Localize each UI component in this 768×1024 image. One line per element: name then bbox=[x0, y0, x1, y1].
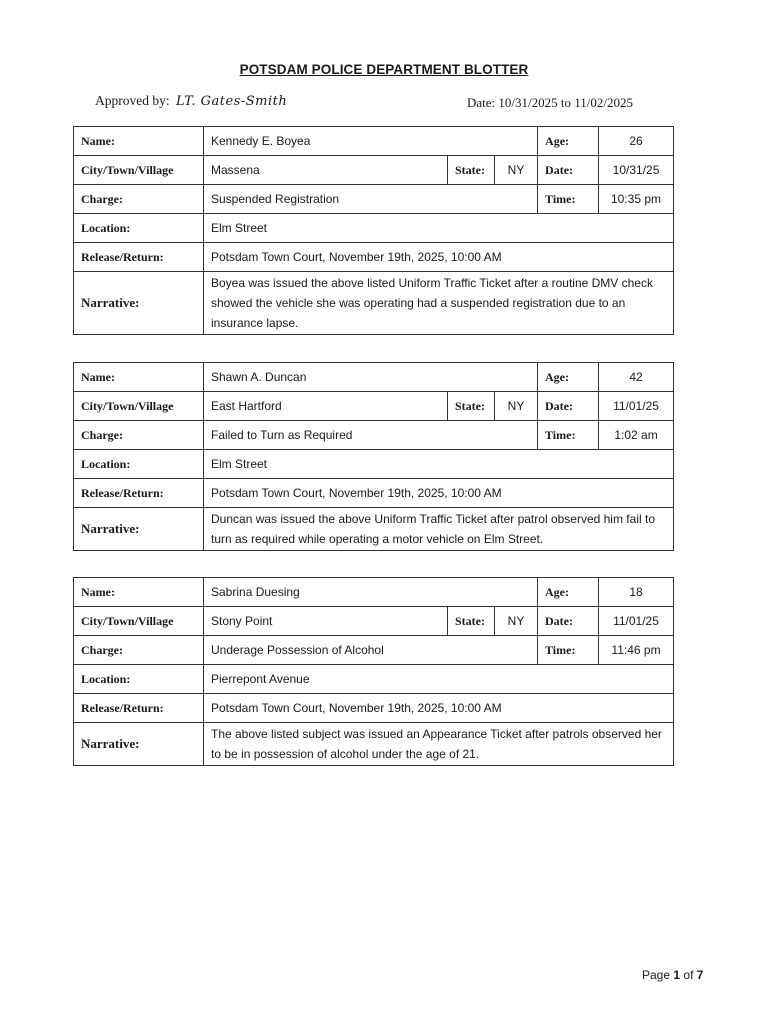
city-value: Stony Point bbox=[204, 607, 448, 636]
approved-by bbox=[95, 93, 287, 109]
time-value: 10:35 pm bbox=[599, 185, 674, 214]
age-label: Age: bbox=[538, 578, 599, 607]
narrative-label: Narrative: bbox=[74, 723, 204, 766]
city-value: Massena bbox=[204, 156, 448, 185]
name-value: Sabrina Duesing bbox=[204, 578, 538, 607]
release-value: Potsdam Town Court, November 19th, 2025, 10:00 AM bbox=[204, 479, 674, 508]
narrative-value: The above listed subject was issued an Appearance Ticket after patrols observed her to be in possession of alcohol under the age of 21. bbox=[204, 723, 674, 766]
state-label: State: bbox=[448, 607, 495, 636]
release-value: Potsdam Town Court, November 19th, 2025, 10:00 AM bbox=[204, 694, 674, 723]
date-label: Date: bbox=[538, 392, 599, 421]
narrative-label: Narrative: bbox=[74, 272, 204, 335]
age-label: Age: bbox=[538, 363, 599, 392]
city-label: City/Town/Village bbox=[74, 156, 204, 185]
page-current: 1 bbox=[673, 968, 681, 982]
page-title: POTSDAM POLICE DEPARTMENT BLOTTER bbox=[239, 62, 529, 77]
charge-label: Charge: bbox=[74, 636, 204, 665]
age-value: 18 bbox=[599, 578, 674, 607]
time-value: 11:46 pm bbox=[599, 636, 674, 665]
release-value: Potsdam Town Court, November 19th, 2025, 10:00 AM bbox=[204, 243, 674, 272]
charge-value: Failed to Turn as Required bbox=[204, 421, 538, 450]
date-value: 11/01/25 bbox=[599, 392, 674, 421]
name-label: Name: bbox=[74, 578, 204, 607]
time-label: Time: bbox=[538, 636, 599, 665]
charge-label: Charge: bbox=[74, 185, 204, 214]
age-label: Age: bbox=[538, 127, 599, 156]
charge-label: Charge: bbox=[74, 421, 204, 450]
release-label: Release/Return: bbox=[74, 479, 204, 508]
location-value: Elm Street bbox=[204, 450, 674, 479]
blotter-record bbox=[73, 126, 674, 335]
release-label: Release/Return: bbox=[74, 694, 204, 723]
age-value: 42 bbox=[599, 363, 674, 392]
narrative-value: Duncan was issued the above Uniform Traffic Ticket after patrol observed him fail to turn as required while operating a motor vehicle on Elm Street. bbox=[204, 508, 674, 551]
time-label: Time: bbox=[538, 185, 599, 214]
date-value: 11/01/25 bbox=[599, 607, 674, 636]
location-value: Pierrepont Avenue bbox=[204, 665, 674, 694]
blotter-record bbox=[73, 362, 674, 551]
state-value: NY bbox=[495, 156, 538, 185]
page-total: 7 bbox=[696, 968, 704, 982]
charge-value: Underage Possession of Alcohol bbox=[204, 636, 538, 665]
approved-label: Approved by: bbox=[95, 93, 170, 108]
state-value: NY bbox=[495, 392, 538, 421]
date-label: Date: bbox=[538, 607, 599, 636]
location-value: Elm Street bbox=[204, 214, 674, 243]
location-label: Location: bbox=[74, 665, 204, 694]
narrative-value: Boyea was issued the above listed Uniform Traffic Ticket after a routine DMV check showed the vehicle she was operating had a suspended registration due to an insurance lapse. bbox=[204, 272, 674, 335]
city-value: East Hartford bbox=[204, 392, 448, 421]
name-label: Name: bbox=[74, 127, 204, 156]
date-label: Date: bbox=[538, 156, 599, 185]
date-range: Date: 10/31/2025 to 11/02/2025 bbox=[467, 95, 633, 110]
page-label: Page bbox=[642, 968, 671, 982]
blotter-record bbox=[73, 577, 674, 766]
narrative-label: Narrative: bbox=[74, 508, 204, 551]
location-label: Location: bbox=[74, 450, 204, 479]
state-label: State: bbox=[448, 392, 495, 421]
city-label: City/Town/Village bbox=[74, 392, 204, 421]
release-label: Release/Return: bbox=[74, 243, 204, 272]
page-number bbox=[642, 968, 703, 982]
time-label: Time: bbox=[538, 421, 599, 450]
approver-signature: LT. Gates-Smith bbox=[176, 94, 288, 109]
date-value: 10/31/25 bbox=[599, 156, 674, 185]
name-label: Name: bbox=[74, 363, 204, 392]
name-value: Shawn A. Duncan bbox=[204, 363, 538, 392]
state-value: NY bbox=[495, 607, 538, 636]
time-value: 1:02 am bbox=[599, 421, 674, 450]
city-label: City/Town/Village bbox=[74, 607, 204, 636]
state-label: State: bbox=[448, 156, 495, 185]
location-label: Location: bbox=[74, 214, 204, 243]
name-value: Kennedy E. Boyea bbox=[204, 127, 538, 156]
page-of: of bbox=[683, 968, 694, 982]
age-value: 26 bbox=[599, 127, 674, 156]
charge-value: Suspended Registration bbox=[204, 185, 538, 214]
